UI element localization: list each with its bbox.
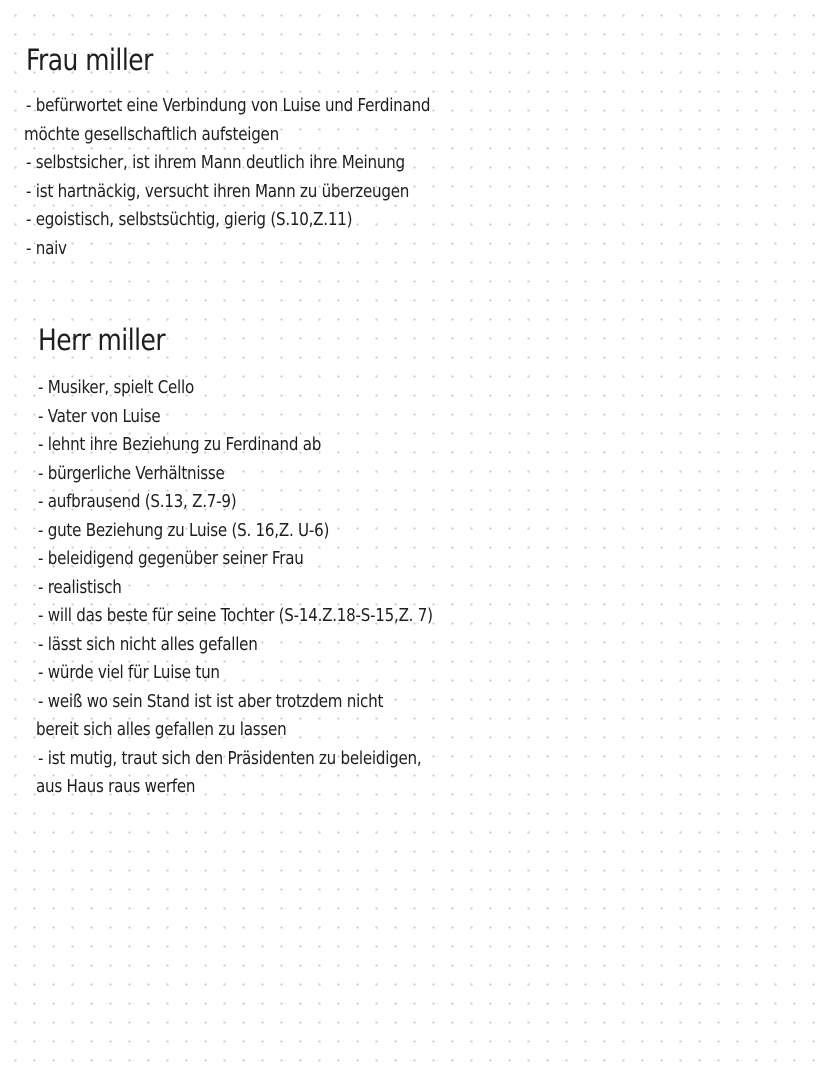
note-line: - weiß wo sein Stand ist ist aber trotzdem nicht — [38, 690, 384, 712]
note-line: - realistisch — [38, 576, 122, 598]
note-line: aus Haus raus werfen — [36, 776, 196, 797]
note-line: - Musiker, spielt Cello — [38, 377, 194, 398]
note-line: - lässt sich nicht alles gefallen — [38, 633, 258, 655]
heading-herr-miller: Herr miller — [38, 323, 166, 357]
section-herr-miller — [38, 322, 598, 802]
trait-list-herr-miller — [38, 374, 598, 802]
note-line: - naiv — [26, 237, 67, 259]
section-frau-miller — [26, 42, 586, 263]
note-line: - will das beste für seine Tochter (S-14.Z.18-S-15,Z. 7) — [38, 605, 433, 626]
note-line: - ist mutig, traut sich den Präsidenten zu beleidigen, — [38, 747, 422, 769]
trait-list-frau-miller — [26, 92, 586, 263]
note-line: - beleidigend gegenüber seiner Frau — [38, 548, 304, 569]
note-line: - ist hartnäckig, versucht ihren Mann zu überzeugen — [26, 180, 410, 202]
note-line: - befürwortet eine Verbindung von Luise und Ferdinand — [26, 95, 431, 116]
heading-frau-miller: Frau miller — [26, 43, 153, 77]
note-line: - würde viel für Luise tun — [38, 662, 220, 683]
note-line: - bürgerliche Verhältnisse — [38, 462, 225, 484]
note-line: - gute Beziehung zu Luise (S. 16,Z. U-6) — [38, 519, 330, 541]
note-line: möchte gesellschaftlich aufsteigen — [24, 123, 279, 145]
note-line: - selbstsicher, ist ihrem Mann deutlich ihre Meinung — [26, 152, 405, 173]
note-line: - egoistisch, selbstsüchtig, gierig (S.10,Z.11) — [26, 209, 353, 230]
note-line: - aufbrausend (S.13, Z.7-9) — [38, 491, 237, 512]
note-line: bereit sich alles gefallen zu lassen — [36, 719, 287, 740]
note-line: - Vater von Luise — [38, 405, 161, 427]
note-line: - lehnt ihre Beziehung zu Ferdinand ab — [38, 434, 322, 455]
